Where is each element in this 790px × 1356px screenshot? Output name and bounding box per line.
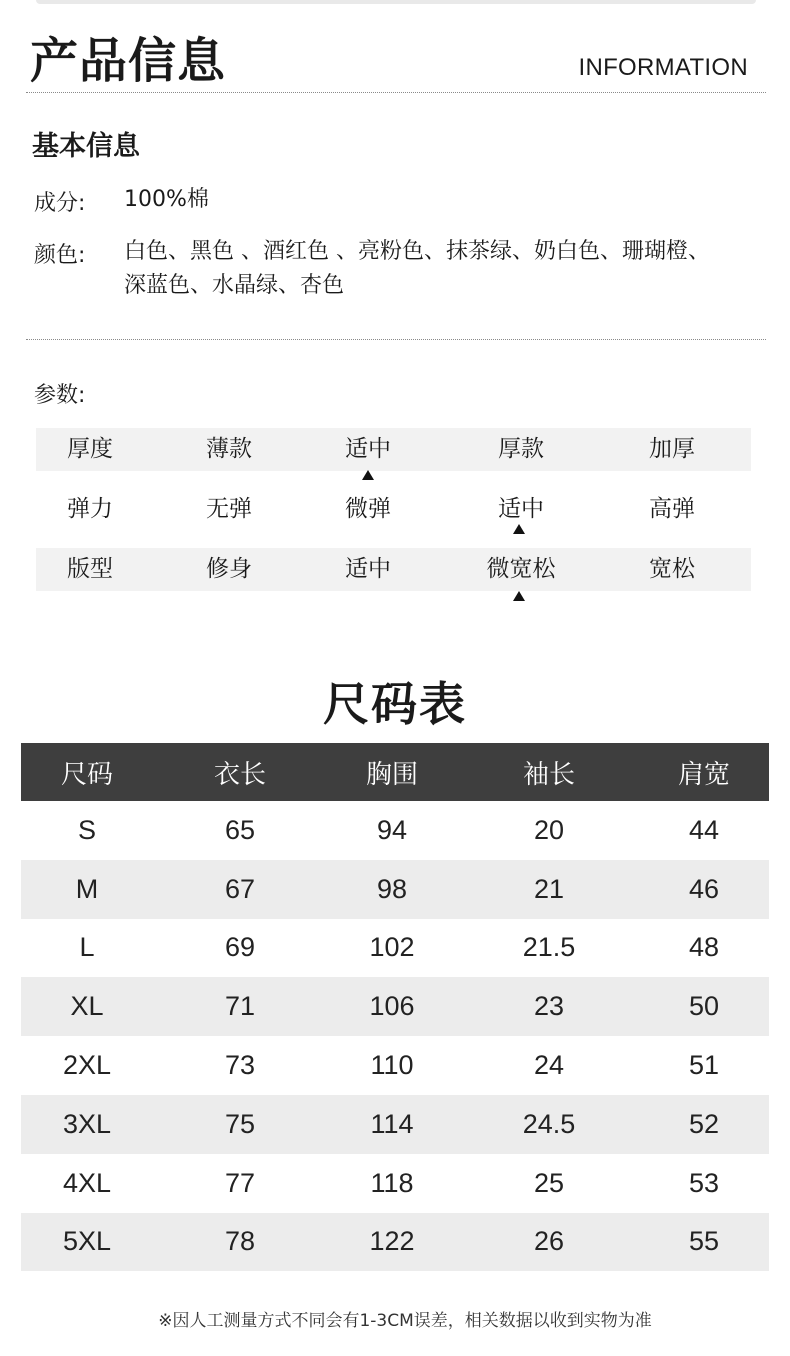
size-cell: L	[79, 932, 95, 963]
size-table-header	[21, 743, 769, 801]
page-title: 产品信息	[30, 33, 227, 89]
selected-marker-icon	[513, 524, 525, 534]
table-row	[21, 1213, 769, 1272]
size-cell: 3XL	[62, 1108, 112, 1139]
size-table	[21, 743, 769, 1271]
table-row	[21, 860, 769, 919]
size-cell: 50	[688, 991, 720, 1022]
header-divider	[26, 92, 766, 93]
param-option: 微弹	[345, 496, 391, 522]
size-cell: 26	[533, 1226, 565, 1257]
size-cell: 23	[533, 991, 565, 1022]
param-option: 适中	[345, 556, 391, 582]
param-option: 微宽松	[486, 556, 556, 582]
param-row-thickness	[36, 428, 751, 471]
table-row	[21, 919, 769, 978]
size-cell: 51	[688, 1050, 720, 1081]
size-header-cell: 尺码	[60, 759, 113, 790]
size-cell: 46	[688, 873, 720, 904]
size-cell: 98	[376, 873, 408, 904]
size-cell: 53	[688, 1167, 720, 1198]
composition-label: 成分:	[34, 191, 86, 216]
table-row	[21, 801, 769, 860]
color-values-line1: 白色、黑色 、酒红色 、亮粉色、抹茶绿、奶白色、珊瑚橙、	[124, 239, 710, 264]
size-cell: 21.5	[522, 932, 576, 963]
size-cell: 4XL	[62, 1167, 112, 1198]
size-cell: 94	[376, 814, 408, 845]
size-cell: XL	[70, 991, 104, 1022]
table-row	[21, 1154, 769, 1213]
size-cell: 5XL	[62, 1226, 112, 1257]
size-cell: S	[77, 814, 96, 845]
selected-marker-icon	[513, 591, 525, 601]
size-cell: 77	[224, 1167, 256, 1198]
size-header-cell: 袖长	[522, 759, 575, 790]
size-cell: 78	[224, 1226, 256, 1257]
size-cell: M	[75, 873, 99, 904]
basic-info-title: 基本信息	[32, 131, 140, 162]
param-option: 厚款	[498, 436, 544, 462]
size-cell: 52	[688, 1108, 720, 1139]
param-option: 薄款	[206, 436, 252, 462]
param-option: 适中	[345, 436, 391, 462]
param-option: 修身	[206, 556, 252, 582]
size-cell: 67	[224, 873, 256, 904]
param-label: 厚度	[67, 436, 113, 462]
size-header-cell: 衣长	[213, 759, 266, 790]
size-cell: 65	[224, 814, 256, 845]
param-option: 加厚	[649, 436, 695, 462]
size-cell: 71	[224, 991, 256, 1022]
size-cell: 24	[533, 1050, 565, 1081]
color-values-line2: 深蓝色、水晶绿、杏色	[124, 273, 345, 298]
table-row	[21, 977, 769, 1036]
size-cell: 114	[370, 1108, 414, 1139]
size-cell: 69	[224, 932, 256, 963]
param-option: 适中	[498, 496, 544, 522]
color-label: 颜色:	[34, 243, 86, 268]
size-cell: 25	[533, 1167, 565, 1198]
page-subtitle: INFORMATION	[578, 54, 748, 81]
param-label: 弹力	[67, 496, 113, 522]
size-cell: 106	[369, 991, 415, 1022]
param-row-elasticity	[36, 488, 751, 531]
basic-info-divider	[26, 339, 766, 340]
size-cell: 21	[533, 873, 565, 904]
param-label: 版型	[67, 556, 113, 582]
size-cell: 118	[370, 1167, 414, 1198]
size-chart-title: 尺码表	[323, 677, 467, 731]
size-header-cell: 肩宽	[677, 759, 730, 790]
size-cell: 24.5	[522, 1108, 576, 1139]
size-cell: 44	[688, 814, 720, 845]
table-row	[21, 1036, 769, 1095]
top-divider	[36, 0, 756, 4]
params-table	[36, 428, 751, 608]
selected-marker-icon	[362, 470, 374, 480]
size-cell: 73	[224, 1050, 256, 1081]
param-option: 宽松	[649, 556, 695, 582]
size-cell: 2XL	[62, 1050, 112, 1081]
param-option: 无弹	[206, 496, 252, 522]
size-cell: 75	[224, 1108, 256, 1139]
size-cell: 102	[369, 932, 415, 963]
composition-value: 100%棉	[124, 187, 209, 212]
size-cell: 55	[688, 1226, 720, 1257]
size-cell: 20	[533, 814, 565, 845]
params-title: 参数:	[34, 383, 86, 408]
param-option: 高弹	[649, 496, 695, 522]
param-row-fit	[36, 548, 751, 591]
measurement-footnote: ※因人工测量方式不同会有1-3CM误差，相关数据以收到实物为准	[158, 1311, 652, 1331]
table-row	[21, 1095, 769, 1154]
size-header-cell: 胸围	[365, 759, 418, 790]
size-cell: 110	[370, 1050, 414, 1081]
size-cell: 122	[369, 1226, 415, 1257]
size-cell: 48	[688, 932, 720, 963]
